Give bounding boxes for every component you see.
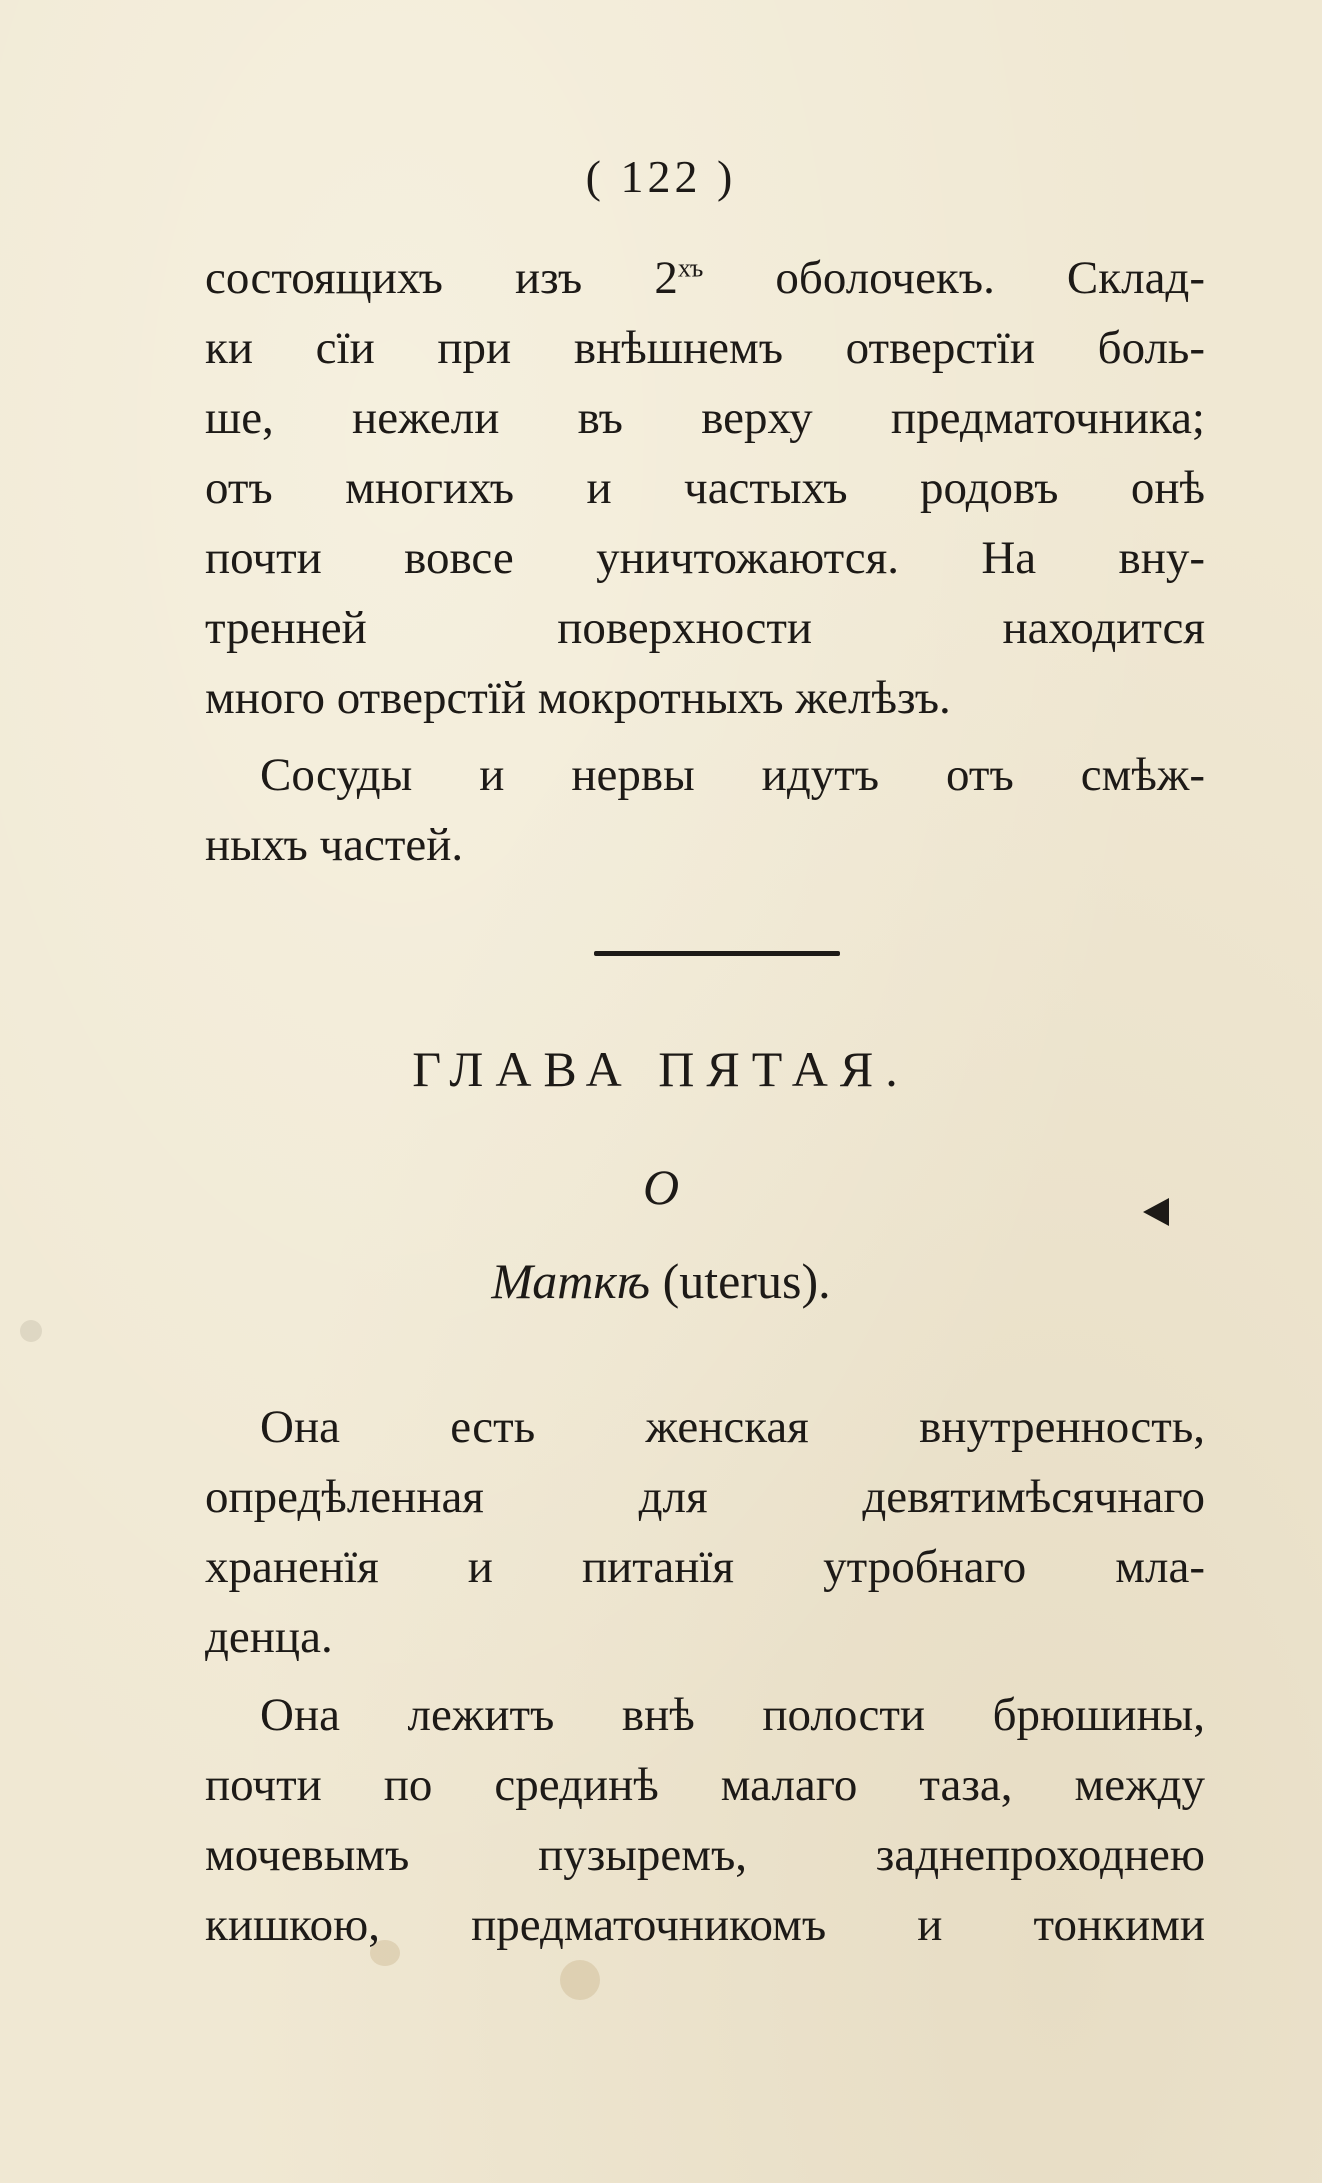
section-divider xyxy=(594,951,840,956)
chapter-subject xyxy=(0,1252,1322,1310)
text-line: опредѣленная для девятимѣсячнаго xyxy=(205,1471,1205,1523)
top-paragraph xyxy=(205,243,1205,733)
text-line: Она есть женская внутренность, xyxy=(260,1401,1205,1453)
chapter-preposition: О xyxy=(642,1159,680,1215)
text-line: ше, нежели въ верху предматочника; xyxy=(205,392,1205,444)
text-line: кишкою, предматочникомъ и тонкими xyxy=(205,1899,1205,1951)
chapter-title: ГЛАВА ПЯТАЯ. xyxy=(412,1041,910,1097)
text-line: отъ многихъ и частыхъ родовъ онѣ xyxy=(205,462,1205,514)
page-number: ( 122 ) xyxy=(585,151,737,202)
second-paragraph xyxy=(205,740,1205,880)
chapter-subject-ru: Маткѣ xyxy=(491,1253,651,1309)
text-line: храненїя и питанїя утробнаго мла- xyxy=(205,1541,1205,1593)
text-line: тренней поверхности находится xyxy=(205,602,1205,654)
text-line: Она лежитъ внѣ полости брюшины, xyxy=(260,1689,1205,1741)
paper-stain xyxy=(20,1320,42,1342)
text-line: почти вовсе уничтожаются. На вну- xyxy=(205,532,1205,584)
chapter-subject-lat: (uterus). xyxy=(650,1253,831,1309)
text-line: мочевымъ пузыремъ, заднепроходнею xyxy=(205,1829,1205,1881)
text-line: денца. xyxy=(205,1611,333,1663)
text-line: много отверстїй мокротныхъ желѣзъ. xyxy=(205,672,951,724)
paragraph-location xyxy=(205,1680,1205,1960)
text-line: ныхъ частей. xyxy=(205,819,464,871)
text-line: состоящихъ изъ $2^{хъ}$ оболочекъ. Склад- xyxy=(205,252,1205,304)
text-line: ки сїи при внѣшнемъ отверстїи боль- xyxy=(205,322,1205,374)
paper-stain xyxy=(560,1960,600,2000)
paragraph-definition xyxy=(205,1392,1205,1672)
text-line: почти по срединѣ малаго таза, между xyxy=(205,1759,1205,1811)
text-line: Сосуды и нервы идутъ отъ смѣж- xyxy=(260,749,1205,801)
